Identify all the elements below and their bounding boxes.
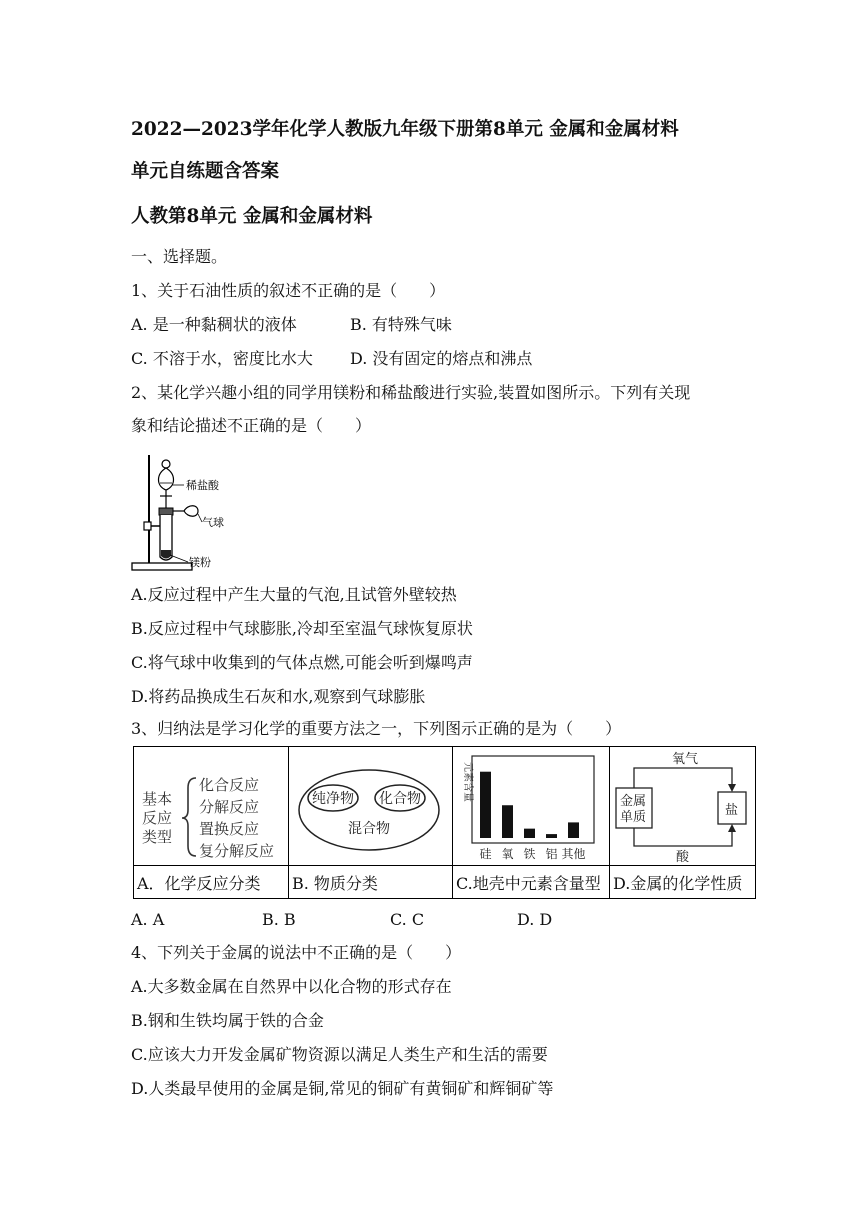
fig-a-left-1: 基本 — [142, 790, 173, 808]
category-label-1: 氧 — [501, 847, 514, 861]
fig-a-item-1: 化合反应 — [199, 776, 260, 794]
q2-stem: 2、某化学兴趣小组的同学用镁粉和稀盐酸进行实验,装置如图所示。下列有关现 — [131, 383, 691, 402]
q1-stem: 1、关于石油性质的叙述不正确的是（ ） — [131, 281, 446, 300]
fig-a-left-2: 反应 — [142, 809, 173, 827]
fig-b-inner-1: 纯净物 — [312, 791, 354, 807]
caption-b: B. 物质分类 — [289, 866, 453, 899]
apparatus-figure — [130, 450, 252, 574]
document-title: 2022—2023学年化学人教版九年级下册第8单元 金属和金属材料 — [131, 119, 679, 140]
label-mg-powder: 镁粉 — [189, 556, 211, 569]
fig-d-left-1: 金属 — [620, 794, 647, 809]
q1-option-b: B. 有特殊气味 — [350, 315, 452, 334]
fig-c-cell — [453, 747, 610, 866]
q3-figure-table — [133, 746, 756, 899]
fig-b-inner-2: 化合物 — [379, 791, 421, 807]
q4-option-c: C.应该大力开发金属矿物资源以满足人类生产和生活的需要 — [131, 1045, 548, 1064]
label-balloon: 气球 — [202, 516, 224, 529]
q4-option-a: A.大多数金属在自然界中以化合物的形式存在 — [131, 977, 452, 996]
category-label-0: 硅 — [479, 847, 492, 861]
fig-a-item-3: 置换反应 — [199, 820, 260, 838]
section-heading: 一、选择题。 — [131, 247, 228, 266]
bar-4 — [568, 822, 579, 838]
fig-d-cell — [610, 747, 756, 866]
q2-stem-cont: 象和结论描述不正确的是（ ） — [131, 416, 372, 435]
label-dilute-hcl: 稀盐酸 — [186, 479, 219, 492]
bar-3 — [546, 834, 557, 838]
category-label-3: 铝 — [545, 847, 558, 861]
bar-2 — [524, 829, 535, 838]
q3-option-d: D. D — [517, 910, 553, 929]
unit-subtitle: 人教第8单元 金属和金属材料 — [131, 206, 373, 227]
q3-option-c: C. C — [390, 910, 425, 929]
q4-option-d: D.人类最早使用的金属是铜,常见的铜矿有黄铜矿和辉铜矿等 — [131, 1079, 554, 1098]
fig-b-cell — [289, 747, 453, 866]
fig-b-outer: 混合物 — [348, 821, 390, 837]
fig-a-item-2: 分解反应 — [199, 798, 260, 816]
fig-c-ylabel: 元素含量 — [462, 762, 473, 802]
category-label-4: 其他 — [561, 847, 586, 861]
bar-1 — [502, 805, 513, 838]
q3-option-b: B. B — [262, 910, 296, 929]
metal-properties-diagram — [610, 748, 753, 864]
q3-option-a: A. A — [131, 910, 165, 929]
caption-c: C.地壳中元素含量型 — [453, 866, 610, 899]
q2-option-a: A.反应过程中产生大量的气泡,且试管外壁较热 — [131, 585, 457, 604]
fig-a-left-3: 类型 — [142, 828, 173, 846]
fig-d-right: 盐 — [725, 803, 739, 818]
fig-d-bottom: 酸 — [676, 850, 690, 864]
q1-option-c: C. 不溶于水，密度比水大 — [131, 349, 313, 368]
q1-option-d: D. 没有固定的熔点和沸点 — [350, 349, 533, 368]
element-content-bar-chart — [453, 748, 607, 864]
q2-option-b: B.反应过程中气球膨胀,冷却至室温气球恢复原状 — [131, 619, 473, 638]
q4-stem: 4、下列关于金属的说法中不正确的是（ ） — [131, 943, 462, 962]
reaction-types-diagram — [134, 748, 286, 864]
bar-0 — [480, 772, 491, 838]
caption-a: A．化学反应分类 — [134, 866, 289, 899]
q2-option-d: D.将药品换成生石灰和水,观察到气球膨胀 — [131, 687, 426, 706]
q1-option-a: A. 是一种黏稠状的液体 — [131, 315, 297, 334]
fig-d-left-2: 单质 — [620, 810, 647, 825]
q4-option-b: B.钢和生铁均属于铁的合金 — [131, 1011, 324, 1030]
fig-a-item-4: 复分解反应 — [199, 842, 275, 860]
category-label-2: 铁 — [523, 847, 536, 861]
curly-brace — [182, 778, 196, 856]
q2-option-c: C.将气球中收集到的气体点燃,可能会听到爆鸣声 — [131, 653, 473, 672]
document-title-line2: 单元自练题含答案 — [131, 161, 280, 182]
fig-d-top: 氧气 — [672, 752, 699, 767]
fig-a-cell — [134, 747, 289, 866]
q3-stem: 3、归纳法是学习化学的重要方法之一，下列图示正确的是为（ ） — [131, 719, 622, 738]
caption-d: D.金属的化学性质 — [610, 866, 756, 899]
substance-classification-diagram — [289, 748, 450, 864]
